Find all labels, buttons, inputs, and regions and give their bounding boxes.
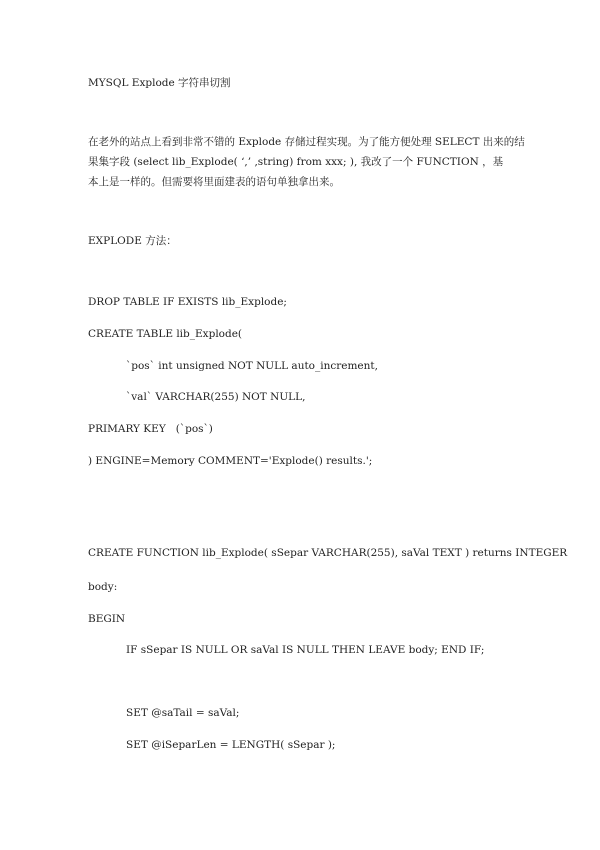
intro-line-2: 果集字段 (select lib_Explode( ‘,’ ,string) from xxx; ), 我改了一个 FUNCTION ，基 [88, 156, 504, 168]
doc-title: MYSQL Explode 字符串切割 [88, 77, 231, 89]
code-line-create-table: CREATE TABLE lib_Explode( [88, 328, 243, 340]
code-line-create-function: CREATE FUNCTION lib_Explode( sSepar VARCHAR(255), saVal TEXT ) returns INTEGER [88, 547, 568, 559]
code-line-col-pos: `pos` int unsigned NOT NULL auto_increment, [126, 360, 378, 372]
code-line-engine: ) ENGINE=Memory COMMENT='Explode() results.'; [88, 455, 373, 467]
code-line-set-tail: SET @saTail = saVal; [126, 707, 240, 719]
intro-line-1: 在老外的站点上看到非常不错的 Explode 存储过程实现。为了能方便处理 SELECT 出来的结 [88, 136, 525, 148]
intro-line-3: 本上是一样的。但需要将里面建表的语句单独拿出来。 [88, 176, 340, 188]
code-line-begin: BEGIN [88, 613, 126, 625]
code-line-body-label: body: [88, 581, 118, 593]
code-line-if-null: IF sSepar IS NULL OR saVal IS NULL THEN LEAVE body; END IF; [126, 644, 485, 656]
code-line-set-len: SET @iSeparLen = LENGTH( sSepar ); [126, 739, 336, 751]
intro-paragraph [88, 132, 528, 192]
code-line-col-val: `val` VARCHAR(255) NOT NULL, [126, 391, 306, 403]
section-heading: EXPLODE 方法： [88, 235, 177, 247]
code-line-drop-table: DROP TABLE IF EXISTS lib_Explode; [88, 296, 287, 308]
code-line-primary-key: PRIMARY KEY (`pos`) [88, 423, 213, 435]
